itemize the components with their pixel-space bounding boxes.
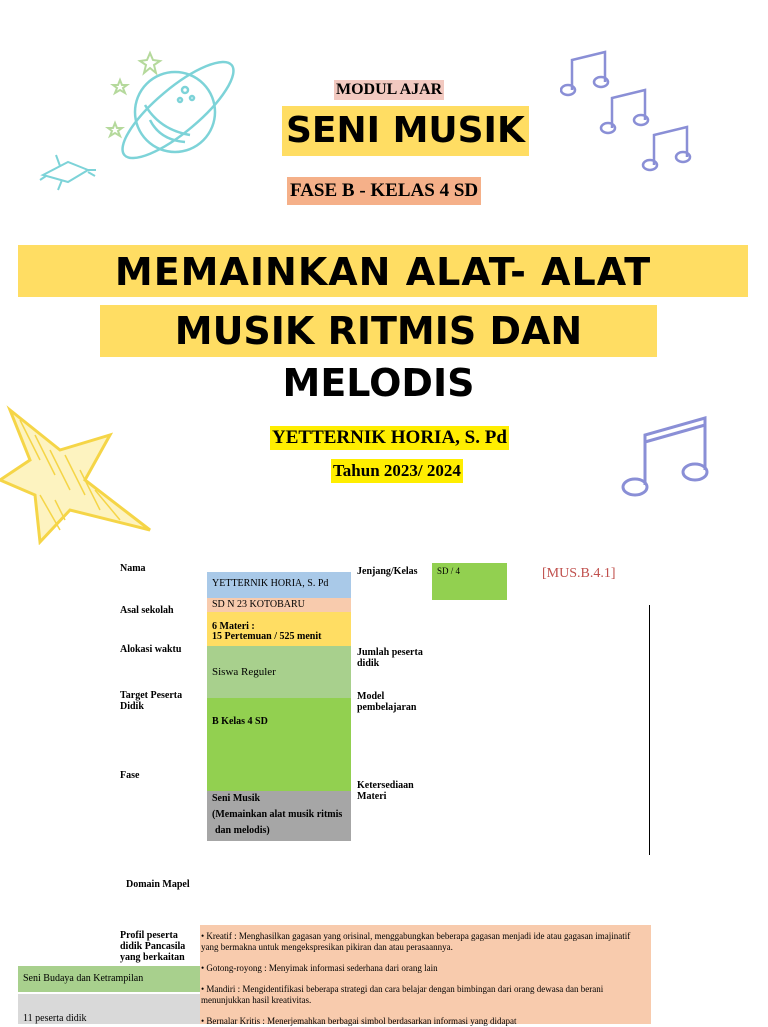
code-label: [MUS.B.4.1] xyxy=(542,566,616,581)
profil-item: • Kreatif : Menghasilkan gagasan yang orisinal, menggabungkan beberapa gagasan menjadi ide atau gagasan imajinatif yang bermakna untuk mengekspresikan pikiran dan atau perasaannya. xyxy=(201,931,631,952)
phase-label: FASE B - KELAS 4 SD xyxy=(287,177,481,205)
table-divider xyxy=(649,605,650,855)
doodle-star-icon xyxy=(0,400,160,545)
value-asal-sekolah: SD N 23 KOTOBARU xyxy=(207,598,351,612)
value-alokasi-line2: 15 Pertemuan / 525 menit xyxy=(212,631,322,642)
value-alokasi xyxy=(207,612,351,646)
value-seni xyxy=(207,791,351,841)
subject-title: SENI MUSIK xyxy=(282,106,529,156)
value-seni-line1: Seni Musik xyxy=(212,793,261,804)
label-jumlah-peserta: Jumlah peserta didik xyxy=(357,647,423,669)
label-target-peserta: Target Peserta Didik xyxy=(120,690,183,712)
music-note-icon xyxy=(620,410,715,500)
label-jenjang-kelas: Jenjang/Kelas xyxy=(357,566,418,577)
value-jumlah: 11 peserta didik xyxy=(18,994,200,1024)
rocket-icon xyxy=(38,150,98,195)
sparkle-star-icon xyxy=(105,48,165,143)
value-jenjang: SD / 4 xyxy=(432,563,507,600)
label-asal-sekolah: Asal sekolah xyxy=(120,605,174,616)
value-target: Siswa Reguler xyxy=(207,646,351,698)
music-note-icon xyxy=(560,50,700,175)
label-fase: Fase xyxy=(120,770,140,781)
value-seni-line2: (Memainkan alat musik ritmis xyxy=(212,809,343,820)
main-title-line2: MUSIK RITMIS DAN MELODIS xyxy=(174,309,583,405)
value-domain: Seni Budaya dan Ketrampilan xyxy=(18,966,200,992)
author-name: YETTERNIK HORIA, S. Pd xyxy=(272,427,507,448)
modul-ajar-label: MODUL AJAR xyxy=(336,81,443,98)
value-alokasi-line1: 6 Materi : xyxy=(212,621,255,632)
label-domain-mapel: Domain Mapel xyxy=(126,879,190,890)
main-title-line1: MEMAINKAN ALAT- ALAT xyxy=(114,250,652,294)
label-model: Model pembelajaran xyxy=(357,691,417,713)
value-fase: B Kelas 4 SD xyxy=(207,698,351,791)
academic-year: Tahun 2023/ 2024 xyxy=(331,459,463,483)
profil-item: • Bernalar Kritis : Menerjemahkan berbagai simbol berdasarkan informasi yang didapat xyxy=(201,1016,517,1026)
value-nama: YETTERNIK HORIA, S. Pd xyxy=(207,572,351,598)
label-profil: Profil peserta didik Pancasila yang berkaitan xyxy=(120,930,186,963)
label-nama: Nama xyxy=(120,563,146,574)
label-alokasi-waktu: Alokasi waktu xyxy=(120,644,182,655)
value-seni-line3: dan melodis) xyxy=(215,825,270,836)
label-ketersediaan: Ketersediaan Materi xyxy=(357,780,414,802)
profil-item: • Mandiri : Mengidentifikasi beberapa strategi dan cara belajar dengan bimbingan dari orang dewasa dan berani menunjukkan hasil kreativitas. xyxy=(201,984,604,1005)
profil-item: • Gotong-royong : Menyimak informasi sederhana dari orang lain xyxy=(201,963,438,973)
